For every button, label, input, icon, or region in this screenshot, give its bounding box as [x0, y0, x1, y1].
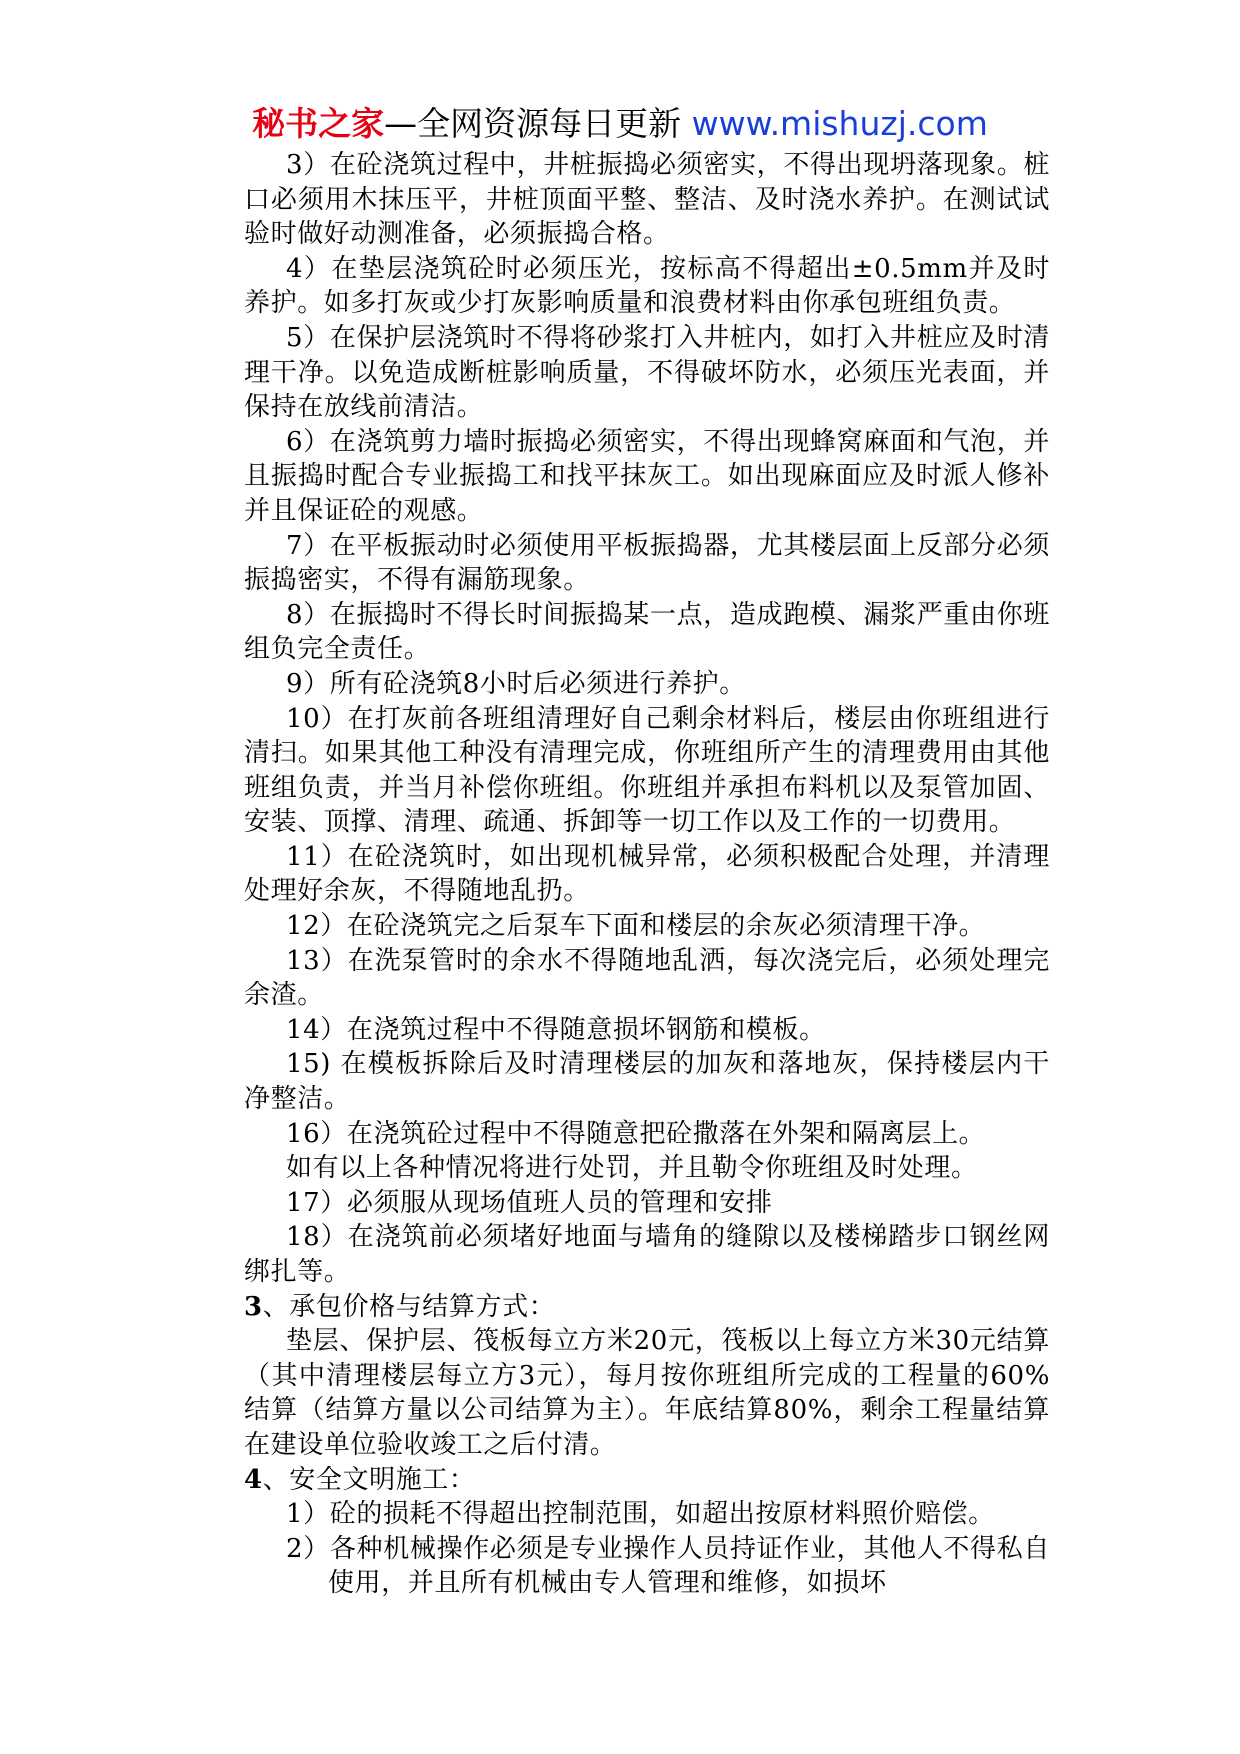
paragraph-item-3: 3）在砼浇筑过程中，井桩振捣必须密实，不得出现坍落现象。桩口必须用木抹压平，井桩顶面平整、整洁、及时浇水养护。在测试试验时做好动测准备，必须振捣合格。 — [244, 150, 1050, 250]
paragraph-item-13: 13）在洗泵管时的余水不得随地乱洒，每次浇完后，必须处理完余渣。 — [244, 945, 1050, 1011]
paragraph-item-9: 9）所有砼浇筑8小时后必须进行养护。 — [286, 668, 746, 699]
header-slogan: —全网资源每日更新 — [384, 104, 682, 143]
document-body — [244, 148, 1050, 1601]
paragraph-item-17: 17）必须服从现场值班人员的管理和安排 — [286, 1187, 773, 1218]
paragraph-item-16: 16）在浇筑砼过程中不得随意把砼撒落在外架和隔离层上。 — [286, 1118, 986, 1149]
section-title-4: 、安全文明施工： — [262, 1464, 476, 1495]
section-number-4: 4 — [244, 1464, 263, 1495]
paragraph-item-8: 8）在振捣时不得长时间振捣某一点，造成跑模、漏浆严重由你班组负完全责任。 — [244, 599, 1050, 665]
safety-item-2: 2）各种机械操作必须是专业操作人员持证作业，其他人不得私自使用，并且所有机械由专人管理和维修，如损坏 — [286, 1533, 1050, 1599]
penalty-note: 如有以上各种情况将进行处罚，并且勒令你班组及时处理。 — [286, 1153, 978, 1184]
section-heading-4 — [244, 1463, 1050, 1498]
section-heading-3 — [244, 1290, 1050, 1325]
paragraph-item-10: 10）在打灰前各班组清理好自己剩余材料后，楼层由你班组进行清扫。如果其他工种没有清理完成，你班组所产生的清理费用由其他班组负责，并当月补偿你班组。你班组并承担布料机以及泵管加固、安装、顶撑、清理、疏通、拆卸等一切工作以及工作的一切费用。 — [244, 703, 1050, 838]
paragraph-item-4: 4）在垫层浇筑砼时必须压光，按标高不得超出±0.5mm并及时养护。如多打灰或少打灰影响质量和浪费材料由你承包班组负责。 — [244, 253, 1050, 319]
safety-item-1: 1）砼的损耗不得超出控制范围，如超出按原材料照价赔偿。 — [286, 1499, 995, 1530]
header-url[interactable]: www.mishuzj.com — [691, 104, 988, 143]
paragraph-item-7: 7）在平板振动时必须使用平板振捣器，尤其楼层面上反部分必须振捣密实，不得有漏筋现象。 — [244, 530, 1050, 596]
watermark-header — [0, 102, 1240, 146]
paragraph-item-11: 11）在砼浇筑时，如出现机械异常，必须积极配合处理，并清理处理好余灰，不得随地乱扔。 — [244, 841, 1050, 907]
brand-name: 秘书之家 — [252, 104, 385, 143]
section-body-3: 垫层、保护层、筏板每立方米20元，筏板以上每立方米30元结算（其中清理楼层每立方3元），每月按你班组所完成的工程量的60%结算（结算方量以公司结算为主）。年底结算80%，剩余工程量结算在建设单位验收竣工之后付清。 — [244, 1326, 1050, 1460]
paragraph-item-12: 12）在砼浇筑完之后泵车下面和楼层的余灰必须清理干净。 — [286, 911, 986, 942]
paragraph-item-18: 18）在浇筑前必须堵好地面与墙角的缝隙以及楼梯踏步口钢丝网绑扎等。 — [244, 1222, 1050, 1287]
paragraph-item-15: 15) 在模板拆除后及时清理楼层的加灰和落地灰，保持楼层内干净整洁。 — [244, 1049, 1050, 1115]
paragraph-item-6: 6）在浇筑剪力墙时振捣必须密实，不得出现蜂窝麻面和气泡，并且振捣时配合专业振捣工和找平抹灰工。如出现麻面应及时派人修补并且保证砼的观感。 — [244, 426, 1050, 526]
section-title-3: 、承包价格与结算方式： — [262, 1291, 556, 1322]
paragraph-item-14: 14）在浇筑过程中不得随意损坏钢筋和模板。 — [286, 1014, 826, 1045]
paragraph-item-5: 5）在保护层浇筑时不得将砂浆打入井桩内，如打入井桩应及时清理干净。以免造成断桩影响质量，不得破坏防水，必须压光表面，并保持在放线前清洁。 — [244, 322, 1050, 423]
section-number-3: 3 — [244, 1291, 263, 1322]
